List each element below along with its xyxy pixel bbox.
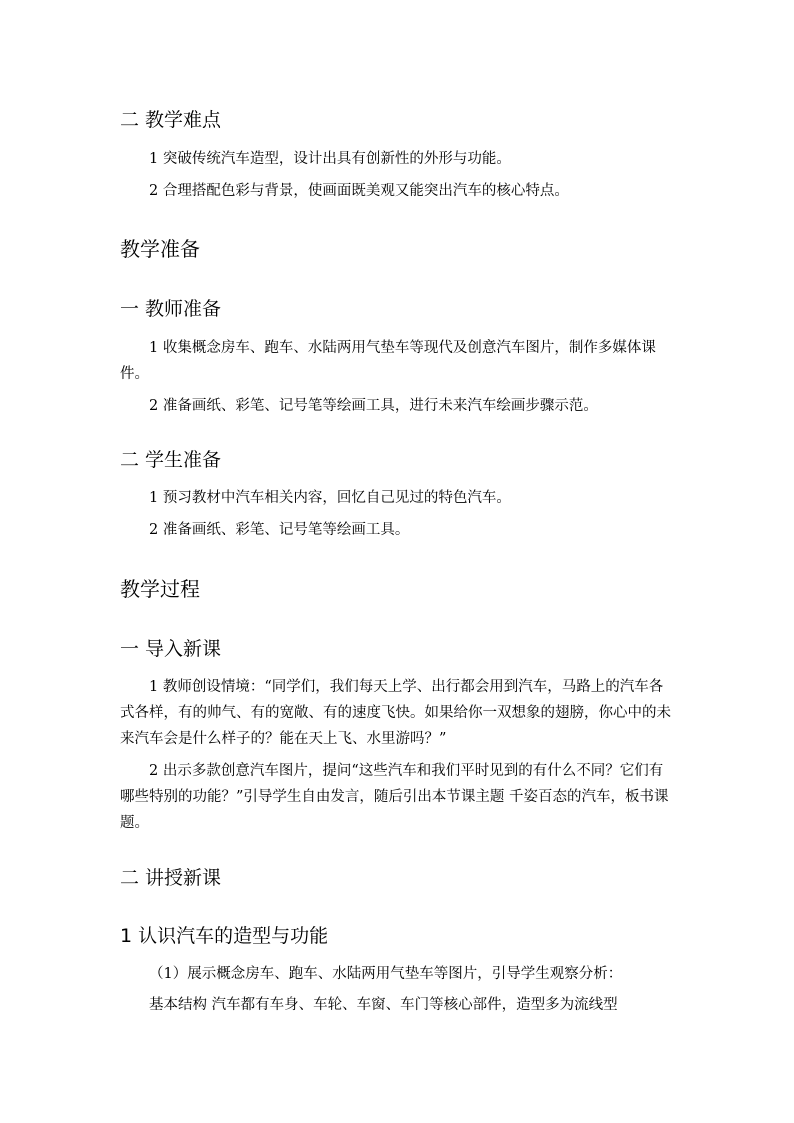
paragraph-basic-structure: 基本结构 汽车都有车身、车轮、车窗、车门等核心部件，造型多为流线型	[149, 997, 618, 1013]
heading-student-preparation: 二 学生准备	[120, 449, 222, 471]
paragraph-intro-1: 1 教师创设情境：“同学们，我们每天上学、出行都会用到汽车，马路上的汽车各式各样，有的帅气、有的宽敞、有的速度飞快。如果给你一双想象的翅膀，你心中的未来汽车会是什么样子的？能在天上飞、水里游吗？”	[120, 679, 671, 747]
paragraph-teacher-prep-2: 2 准备画纸、彩笔、记号笔等绘画工具，进行未来汽车绘画步骤示范。	[149, 398, 598, 414]
paragraph-teacher-prep-1: 1 收集概念房车、跑车、水陆两用气垫车等现代及创意汽车图片，制作多媒体课件。	[120, 340, 656, 382]
heading-teaching-preparation: 教学准备	[120, 237, 200, 261]
heading-teaching-difficulties: 二 教学难点	[120, 109, 222, 131]
heading-lesson-introduction: 一 导入新课	[120, 638, 222, 660]
heading-teaching-process: 教学过程	[120, 577, 200, 601]
heading-car-shape-function: 1 认识汽车的造型与功能	[120, 925, 329, 947]
heading-teacher-preparation: 一 教师准备	[120, 298, 222, 320]
paragraph-student-prep-1: 1 预习教材中汽车相关内容，回忆自己见过的特色汽车。	[149, 490, 511, 506]
paragraph-car-shape-1: （1）展示概念房车、跑车、水陆两用气垫车等图片，引导学生观察分析：	[149, 966, 623, 982]
paragraph-intro-2: 2 出示多款创意汽车图片，提问“这些汽车和我们平时见到的有什么不同？它们有哪些特别的功能？”引导学生自由发言，随后引出本节课主题 千姿百态的汽车，板书课题。	[120, 763, 669, 831]
paragraph-student-prep-2: 2 准备画纸、彩笔、记号笔等绘画工具。	[149, 522, 410, 538]
paragraph-difficulty-1: 1 突破传统汽车造型，设计出具有创新性的外形与功能。	[149, 151, 511, 167]
paragraph-difficulty-2: 2 合理搭配色彩与背景，使画面既美观又能突出汽车的核心特点。	[149, 183, 569, 199]
heading-new-lesson: 二 讲授新课	[120, 867, 222, 889]
